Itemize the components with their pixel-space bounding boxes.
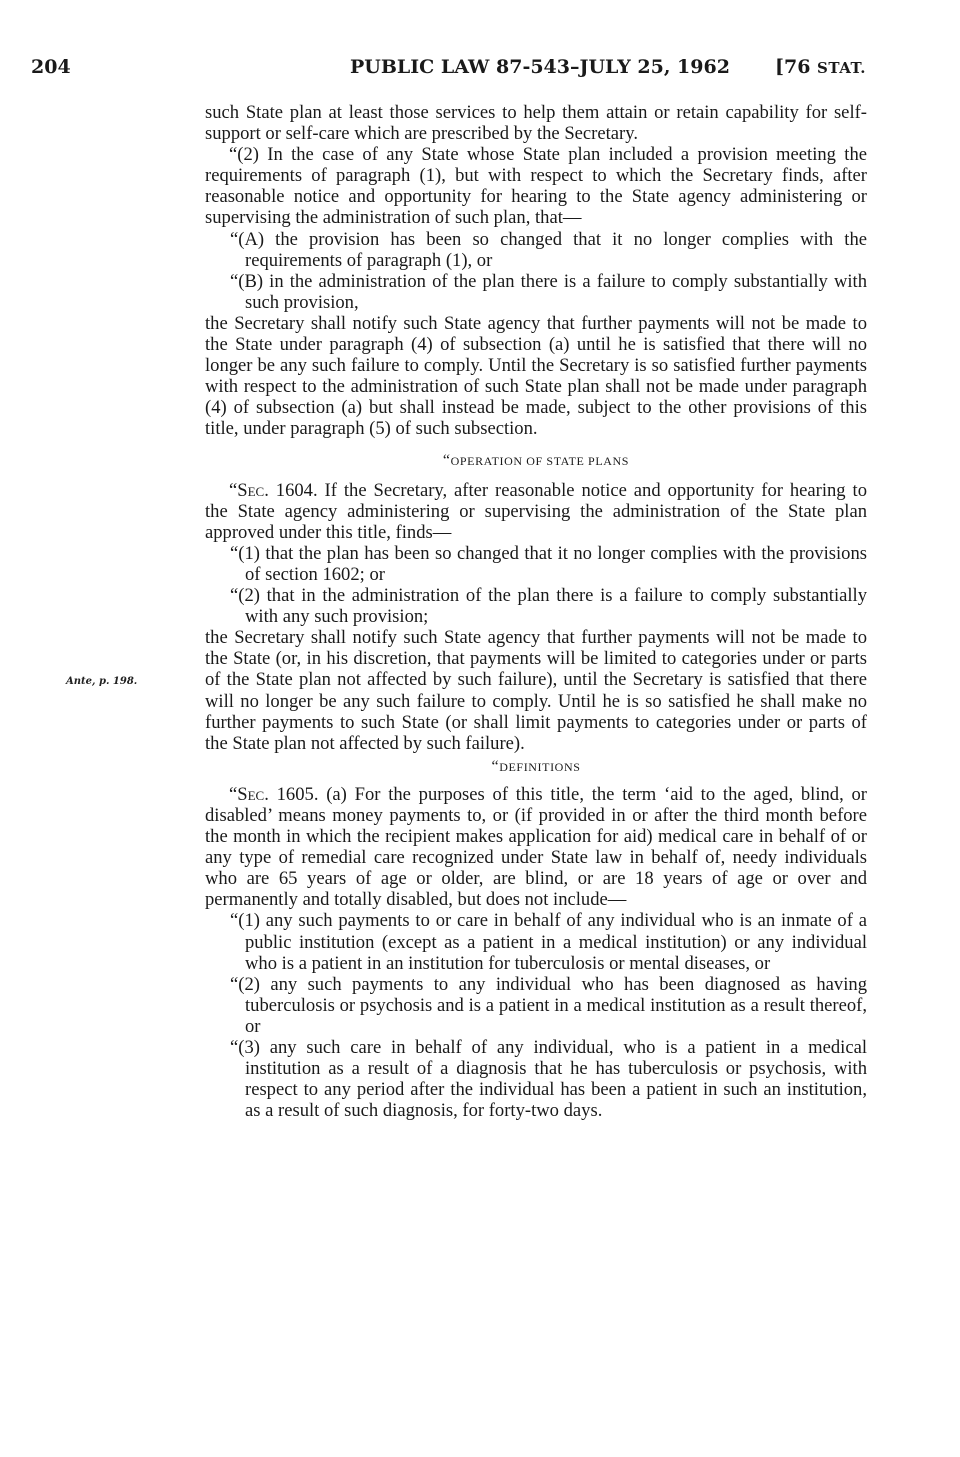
body-text bbox=[205, 102, 867, 1121]
heading-quote: “ bbox=[491, 757, 500, 775]
volume-suffix: STAT. bbox=[817, 59, 866, 77]
section-heading-definitions bbox=[205, 756, 867, 778]
paragraph-3: the Secretary shall notify such State agency that further payments will not be made to the State under paragraph (4) of subsection (a) until he is satisfied that there will no longer be any such failure to comply. Until the Secretary is so satisfied further payments with respect to the administration of such State plan shall not be made under paragraph (4) of subsection (a) but shall instead be made, subject to the other provisions of this title, under paragraph (5) of such subsection. bbox=[205, 312, 867, 440]
clause-1604-1: “(1) that the plan has been so changed that it no longer complies with the provisions of section 1602; or bbox=[230, 542, 867, 585]
heading-text: OPERATION OF STATE PLANS bbox=[450, 453, 630, 468]
clause-1605-2: “(2) any such payments to any individual who has been diagnosed as having tuberculosis or psychosis and is a patient in a medical institution as a result thereof, or bbox=[230, 973, 867, 1037]
heading-quote: “ bbox=[442, 451, 451, 469]
clause-1605-1: “(1) any such payments to or care in behalf of any individual who is an inmate of a public institution (except as a patient in a medical institution) or any individual who is a patient in an institution for tuberculosis or mental diseases, or bbox=[230, 910, 867, 974]
section-1605 bbox=[205, 784, 867, 911]
section-1604 bbox=[205, 480, 867, 543]
heading-text: DEFINITIONS bbox=[499, 759, 581, 774]
open-quote: “ bbox=[229, 479, 238, 501]
clause-1604-2: “(2) that in the administration of the plan there is a failure to comply substantially with any such provision; bbox=[230, 585, 867, 628]
running-header bbox=[0, 56, 960, 86]
paragraph-2: “(2) In the case of any State whose State plan included a provision meeting the requirements of paragraph (1), but with respect to which the Secretary finds, after reasonable notice and opportunity for hearing to the State agency administering or supervising the administration of such plan, that— bbox=[205, 144, 867, 229]
margin-note: Ante, p. 198. bbox=[66, 676, 138, 687]
paragraph-continuation: such State plan at least those services to help them attain or retain capability for self-support or self-care which are prescribed by the Secretary. bbox=[205, 102, 867, 145]
section-1605-text: 1605. (a) For the purposes of this title, the term ‘aid to the aged, blind, or disabled’ means money payments to, or (if provided in or after the third month before the month in which the recipient makes application for aid) medical care in behalf of or any type of remedial care recognized under State law in behalf of, needy individuals who are 65 years of age or older, are blind, or are 18 years of age or over and permanently and totally disabled, but does not include— bbox=[205, 783, 867, 911]
page-number: 204 bbox=[31, 56, 71, 78]
section-heading-operation bbox=[205, 450, 867, 472]
header-title: PUBLIC LAW 87-543–JULY 25, 1962 bbox=[350, 56, 730, 78]
clause-2b: “(B) in the administration of the plan there is a failure to comply substantially with such provision, bbox=[230, 270, 867, 313]
paragraph-5: the Secretary shall notify such State agency that further payments will not be made to the State (or, in his discretion, that payments will be limited to categories under or parts of the State plan not affected by such failure), until the Secretary is satisfied that there will no longer be any such failure to comply. Until he is so satisfied he shall make no further payments to such State (or shall limit payments to categories under or parts of the State plan not affected by such failure). bbox=[205, 627, 867, 754]
clause-2a: “(A) the provision has been so changed that it no longer complies with the requirements of paragraph (1), or bbox=[230, 228, 867, 271]
section-1604-text: 1604. If the Secretary, after reasonable notice and opportunity for hearing to the State agency administering or supervising the administration of the State plan approved under this title, finds— bbox=[205, 479, 867, 543]
sec-label: Sec. bbox=[237, 479, 269, 501]
sec-label: Sec. bbox=[237, 783, 269, 805]
clause-1605-3: “(3) any such care in behalf of any individual, who is a patient in a medical institution as a result of a diagnosis that he has tuberculosis or psychosis, with respect to any period after the individual has been a patient in such an institution, as a result of such diagnosis, for forty-two days. bbox=[230, 1037, 867, 1122]
open-quote: “ bbox=[229, 783, 238, 805]
volume-citation bbox=[775, 56, 866, 78]
volume-prefix: [76 bbox=[775, 56, 818, 78]
